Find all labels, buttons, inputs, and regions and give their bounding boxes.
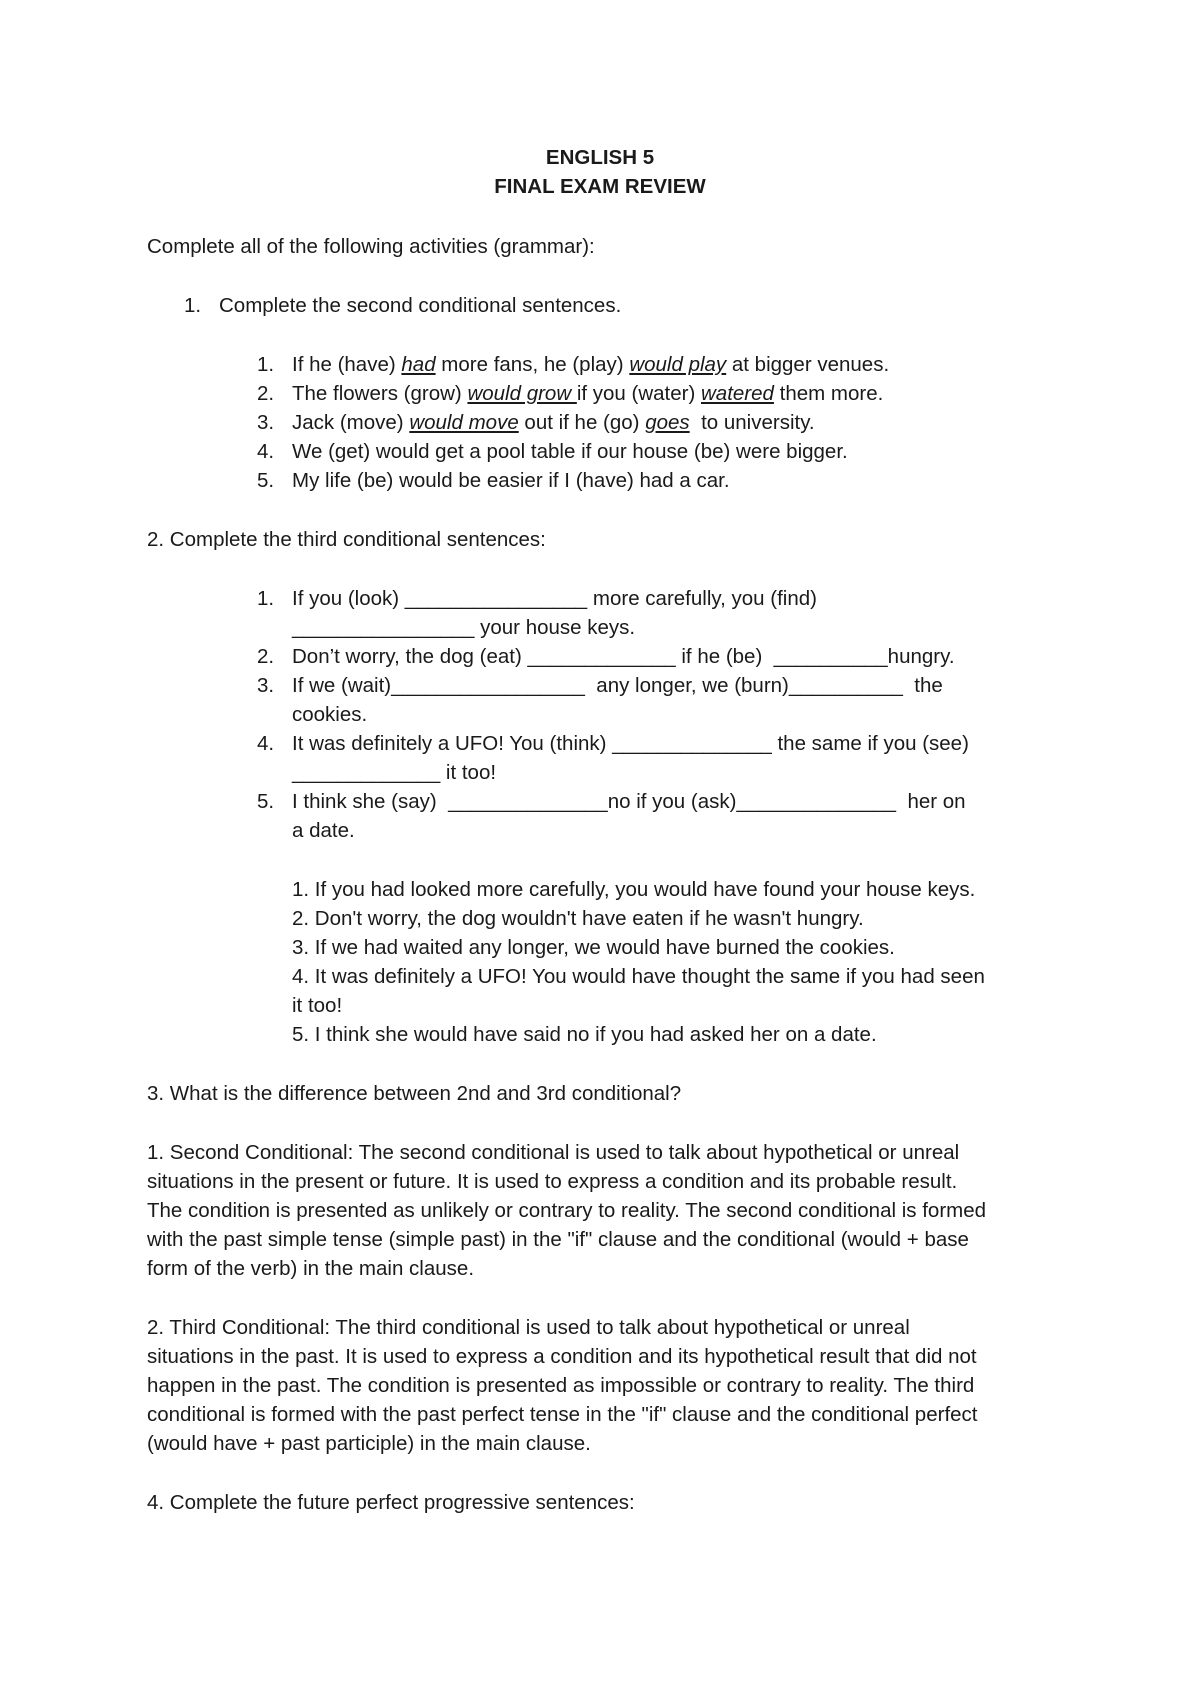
s2-item-4-line-2: _____________ it too!: [292, 761, 497, 784]
s2-item-1-line-2: ________________ your house keys.: [292, 616, 636, 639]
s3-para1-line: The condition is presented as unlikely or contrary to reality. The second conditional is formed: [147, 1199, 987, 1222]
s2-item-2-line-1: Don’t worry, the dog (eat) _____________ if he (be) __________hungry.: [292, 645, 955, 668]
s3-para2-line: conditional is formed with the past perfect tense in the "if" clause and the conditional perfect: [147, 1403, 978, 1426]
s3-para2-line: happen in the past. The condition is presented as impossible or contrary to reality. The third: [147, 1374, 975, 1397]
s1-item-number: 1.: [257, 353, 275, 376]
s3-para1-line: 1. Second Conditional: The second conditional is used to talk about hypothetical or unreal: [147, 1141, 960, 1164]
s2-item-5-line-1: I think she (say) ______________no if you (ask)______________ her on: [292, 790, 966, 813]
s1-item-3: Jack (move) would move out if he (go) goes to university.: [292, 411, 815, 434]
s2-answer-5: 5. I think she would have said no if you had asked her on a date.: [292, 1023, 877, 1046]
answer-would-grow: would grow: [467, 382, 577, 405]
s2-item-number: 4.: [257, 732, 275, 755]
s1-item-number: 2.: [257, 382, 275, 405]
s1-item-number: 5.: [257, 469, 275, 492]
section3-heading: 3. What is the difference between 2nd and 3rd conditional?: [147, 1082, 682, 1105]
answer-watered: watered: [701, 382, 774, 405]
document-subtitle: FINAL EXAM REVIEW: [494, 175, 706, 198]
s2-answer-4: 4. It was definitely a UFO! You would have thought the same if you had seen: [292, 965, 985, 988]
s2-item-number: 5.: [257, 790, 275, 813]
section1-number: 1.: [184, 294, 202, 317]
intro-text: Complete all of the following activities (grammar):: [147, 235, 595, 258]
answer-had: had: [401, 353, 436, 376]
s2-item-3-line-2: cookies.: [292, 703, 368, 726]
s2-answer-3: 3. If we had waited any longer, we would have burned the cookies.: [292, 936, 895, 959]
s3-para1-line: situations in the present or future. It is used to express a condition and its probable result.: [147, 1170, 958, 1193]
answer-would-move: would move: [409, 411, 519, 434]
answer-goes: goes: [645, 411, 690, 434]
s2-answer-1: 1. If you had looked more carefully, you would have found your house keys.: [292, 878, 976, 901]
s3-para1-line: with the past simple tense (simple past) in the "if" clause and the conditional (would + base: [147, 1228, 969, 1251]
answer-would-play: would play: [629, 353, 727, 376]
section4-heading: 4. Complete the future perfect progressive sentences:: [147, 1491, 635, 1514]
s1-item-1: If he (have) had more fans, he (play) would play at bigger venues.: [292, 353, 890, 376]
s2-item-number: 2.: [257, 645, 275, 668]
s1-item-4: We (get) would get a pool table if our house (be) were bigger.: [292, 440, 848, 463]
s1-item-number: 4.: [257, 440, 275, 463]
section1-heading: Complete the second conditional sentences.: [219, 294, 622, 317]
s2-answer-2: 2. Don't worry, the dog wouldn't have eaten if he wasn't hungry.: [292, 907, 864, 930]
s2-answer-4-cont: it too!: [292, 994, 343, 1017]
s3-para1-line: form of the verb) in the main clause.: [147, 1257, 475, 1280]
s2-item-4-line-1: It was definitely a UFO! You (think) ______________ the same if you (see): [292, 732, 969, 755]
section2-heading: 2. Complete the third conditional sentences:: [147, 528, 546, 551]
s1-item-5: My life (be) would be easier if I (have) had a car.: [292, 469, 730, 492]
s1-item-2: The flowers (grow) would grow if you (water) watered them more.: [292, 382, 884, 405]
s2-item-1-line-1: If you (look) ________________ more carefully, you (find): [292, 587, 817, 610]
s3-para2-line: (would have + past participle) in the main clause.: [147, 1432, 591, 1455]
s2-item-3-line-1: If we (wait)_________________ any longer, we (burn)__________ the: [292, 674, 943, 697]
s2-item-5-line-2: a date.: [292, 819, 355, 842]
s1-item-number: 3.: [257, 411, 275, 434]
s2-item-number: 3.: [257, 674, 275, 697]
s2-item-number: 1.: [257, 587, 275, 610]
s3-para2-line: 2. Third Conditional: The third conditional is used to talk about hypothetical or unreal: [147, 1316, 910, 1339]
s3-para2-line: situations in the past. It is used to express a condition and its hypothetical result that did not: [147, 1345, 977, 1368]
document-title: ENGLISH 5: [545, 146, 655, 169]
